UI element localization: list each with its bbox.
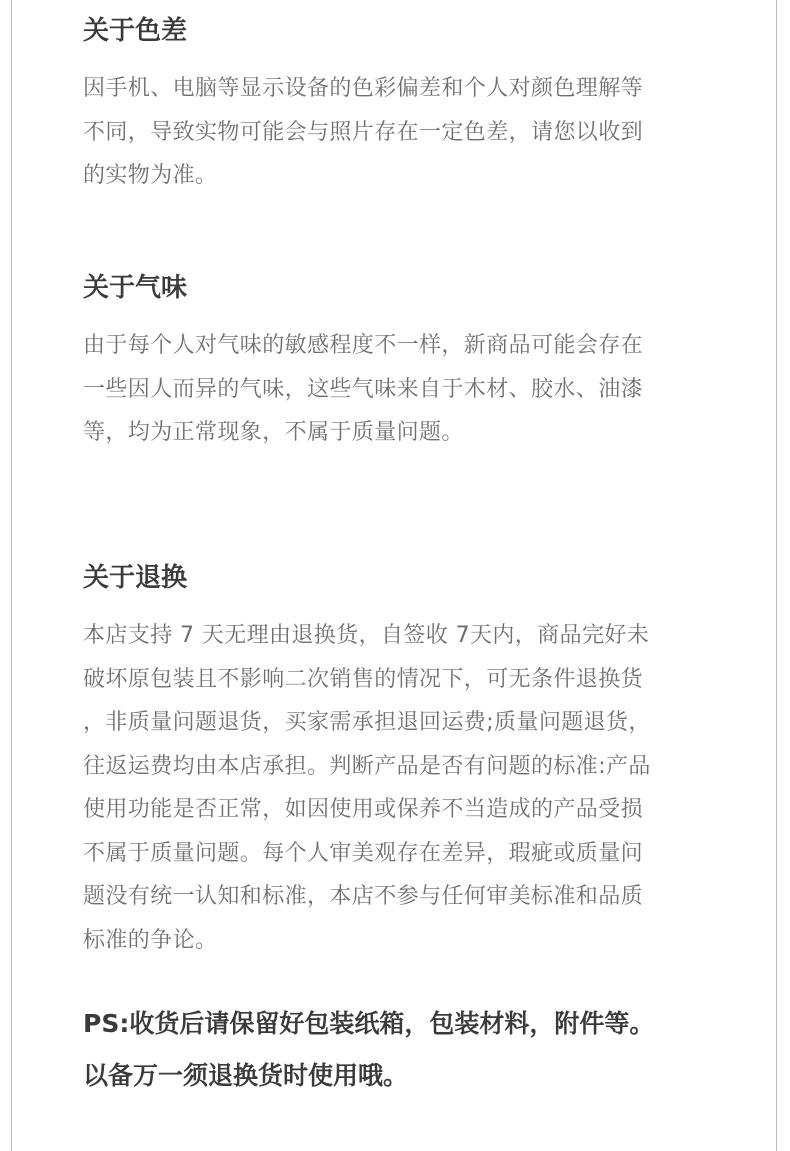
body-line: 一些因人而异的气味，这些气味来自于木材、胶水、油漆	[83, 376, 644, 402]
ps-line: PS:收货后请保留好包装纸箱，包装材料，附件等。	[83, 1009, 655, 1038]
body-line: 题没有统一认知和标准，本店不参与任何审美标准和品质	[83, 884, 644, 909]
section-return-exchange	[83, 561, 733, 962]
section-body	[83, 614, 733, 962]
body-line: 不同，导致实物可能会与照片存在一定色差，请您以收到	[83, 119, 644, 145]
body-line: 往返运费均由本店承担。判断产品是否有问题的标准:产品	[83, 753, 651, 779]
body-line: 的实物为准。	[83, 163, 218, 188]
section-body	[83, 67, 733, 198]
body-line: 使用功能是否正常，如因使用或保养不当造成的产品受损	[83, 797, 644, 822]
section-title: 关于色差	[83, 16, 188, 46]
body-line: 破坏原包装且不影响二次销售的情况下，可无条件退换货	[83, 666, 644, 692]
ps-line: 以备万一须退换货时使用哦。	[83, 1061, 409, 1090]
section-title: 关于气味	[83, 273, 188, 303]
body-line: ，非质量问题退货，买家需承担退回运费;质量问题退货，	[83, 710, 651, 735]
body-line: 本店支持 7 天无理由退换货，自签收 7天内，商品完好未	[83, 623, 650, 648]
section-color-difference	[83, 14, 733, 198]
ps-note	[83, 998, 753, 1102]
body-line: 不属于质量问题。每个人审美观存在差异，瑕疵或质量问	[83, 840, 644, 866]
section-body	[83, 324, 733, 455]
section-smell	[83, 271, 733, 455]
body-line: 由于每个人对气味的敏感程度不一样，新商品可能会存在	[83, 333, 644, 358]
body-line: 因手机、电脑等显示设备的色彩偏差和个人对颜色理解等	[83, 76, 644, 101]
body-line: 标准的争论。	[83, 927, 218, 953]
body-line: 等，均为正常现象，不属于质量问题。	[83, 420, 464, 445]
section-title: 关于退换	[83, 563, 188, 593]
